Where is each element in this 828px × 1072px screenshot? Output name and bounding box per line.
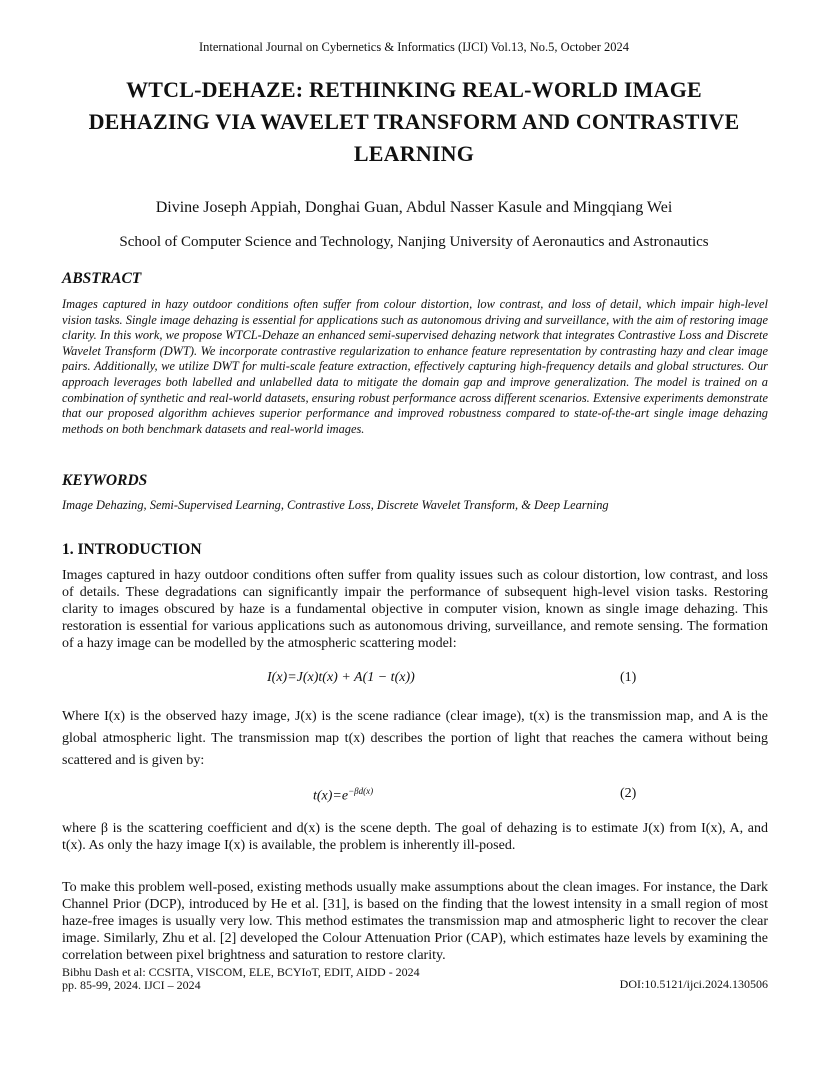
title-line-2: DEHAZING VIA WAVELET TRANSFORM AND CONTRASTIVE	[88, 109, 740, 134]
journal-header: International Journal on Cybernetics & Informatics (IJCI) Vol.13, No.5, October 2024	[198, 40, 629, 54]
keywords-heading: KEYWORDS	[62, 472, 148, 489]
equation-1-number: (1)	[620, 670, 637, 685]
author-list: Divine Joseph Appiah, Donghai Guan, Abdul Nasser Kasule and Mingqiang Wei	[155, 199, 673, 216]
footer-doi: DOI:10.5121/ijci.2024.130506	[619, 977, 768, 991]
title-line-3: LEARNING	[353, 141, 475, 166]
equation-2-base: t(x)=e	[313, 788, 349, 804]
footer-citation-line-2: pp. 85-99, 2024. IJCI – 2024	[62, 978, 201, 992]
equation-2-exponent: −βd(x)	[348, 786, 374, 796]
title-line-1: WTCL-DEHAZE: RETHINKING REAL-WORLD IMAGE	[126, 77, 702, 102]
abstract-heading: ABSTRACT	[62, 270, 142, 287]
abstract-text: Images captured in hazy outdoor conditions often suffer from colour distortion, low contrast, and loss of detail, which impair high-level vision tasks. Single image dehazing is essential for applications such as autonomous driving and surveillance, with the aim of restoring image clarity. In this work, we propose WTCL-Dehaze an enhanced semi-supervised dehazing network that integrates Contrastive Loss and Discrete Wavelet Transform (DWT). We incorporate contrastive regularization to enhance feature representation by contrasting hazy and clear image pairs. Additionally, we utilize DWT for multi-scale feature extraction, effectively capturing high-frequency details and global structures. Our approach leverages both labelled and unlabelled data to mitigate the domain gap and improve generalization. The model is trained on a combination of synthetic and real-world datasets, ensuring robust performance across different scenarios. Extensive experiments demonstrate that our proposed algorithm achieves superior performance and improved robustness compared to state-of-the-art single image dehazing methods on both benchmark datasets and real-world images.	[62, 297, 768, 436]
intro-paragraph-4: To make this problem well-posed, existing methods usually make assumptions about the clean images. For instance, the Dark Channel Prior (DCP), introduced by He et al. [31], is based on the finding that the lowest intensity in a small region of most haze-free images is usually very low. This method estimates the transmission map and atmospheric light to recover the clear image. Similarly, Zhu et al. [2] developed the Colour Attenuation Prior (CAP), which estimates haze levels by examining the correlation between pixel brightness and saturation to restore clarity.	[62, 880, 768, 963]
keywords-text: Image Dehazing, Semi-Supervised Learning, Contrastive Loss, Discrete Wavelet Transform, & Deep Learning	[62, 498, 609, 512]
paper-title	[60, 74, 768, 170]
equation-1: I(x)=J(x)t(x) + A(1 − t(x))	[267, 670, 415, 685]
affiliation: School of Computer Science and Technology, Nanjing University of Aeronautics and Astronautics	[119, 234, 709, 250]
intro-paragraph-3: where β is the scattering coefficient and d(x) is the scene depth. The goal of dehazing is to estimate J(x) from I(x), A, and t(x). As only the hazy image I(x) is available, the problem is inherently ill-posed.	[62, 821, 768, 853]
equation-2	[313, 786, 373, 805]
footer-citation	[62, 966, 420, 992]
footer-citation-line-1: Bibhu Dash et al: CCSITA, VISCOM, ELE, BCYIoT, EDIT, AIDD - 2024	[62, 965, 420, 979]
equation-2-number: (2)	[620, 786, 637, 801]
introduction-heading: 1. INTRODUCTION	[62, 541, 202, 558]
intro-paragraph-1: Images captured in hazy outdoor conditions often suffer from quality issues such as colour distortion, low contrast, and loss of details. These degradations can significantly impair the performance of subsequent high-level vision tasks. Restoring clarity to images obscured by haze is a fundamental objective in computer vision, known as single image dehazing. This restoration is essential for various applications such as autonomous driving, surveillance, and remote sensing. The formation of a hazy image can be modelled by the atmospheric scattering model:	[62, 568, 768, 651]
intro-paragraph-2: Where I(x) is the observed hazy image, J(x) is the scene radiance (clear image), t(x) is the transmission map, and A is the global atmospheric light. The transmission map t(x) describes the portion of light that reaches the camera without being scattered and is given by:	[62, 709, 768, 768]
